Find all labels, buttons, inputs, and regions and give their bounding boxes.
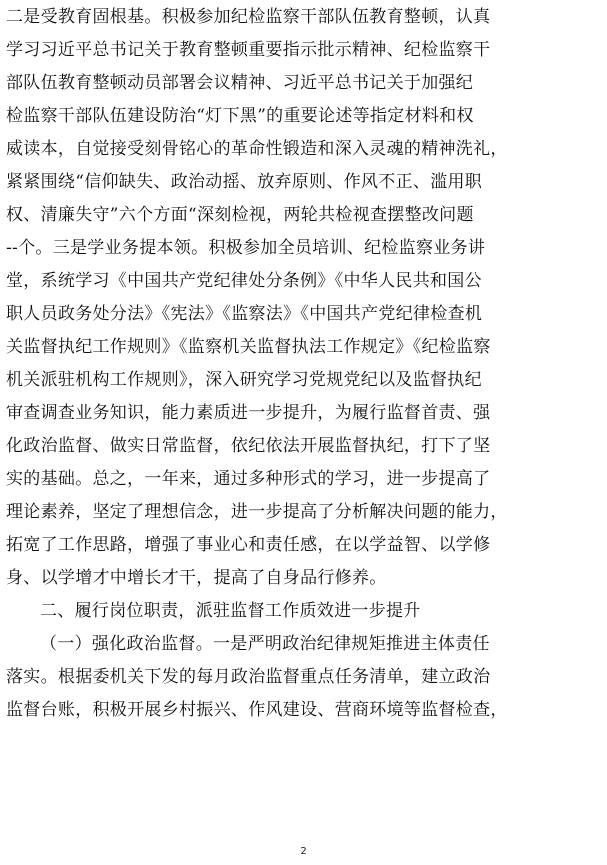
section-heading: 二、履行岗位职责，派驻监督工作质效进一步提升 — [40, 601, 421, 621]
body-text-line: 权、清廉失守”六个方面“深刻检视，两轮共检视查摆整改问题 — [6, 205, 474, 225]
subsection-heading-line: （一）强化政治监督。一是严明政治纪律规矩推进主体责任 — [40, 634, 490, 654]
body-text-line: --个。三是学业务提本领。积极参加全员培训、纪检监察业务讲 — [6, 238, 486, 258]
body-text-line: 关监督执纪工作规则》《监察机关监督执法工作规定》《纪检监察 — [6, 337, 491, 357]
body-text-line: 职人员政务处分法》《宪法》《监察法》《中国共产党纪律检查机 — [6, 304, 483, 324]
body-text-line: 审查调查业务知识，能力素质进一步提升，为履行监督首责、强 — [6, 403, 491, 423]
body-text-line: 实的基础。总之，一年来，通过多种形式的学习，进一步提高了 — [6, 469, 491, 489]
body-text-line: 拓宽了工作思路，增强了事业心和责任感，在以学益智、以学修 — [6, 535, 491, 555]
body-text-line: 机关派驻机构工作规则》，深入研究学习党规党纪以及监督执纪 — [6, 370, 482, 390]
body-text-line: 紧紧围绕“信仰缺失、政治动摇、放弃原则、作风不正、滥用职 — [6, 172, 483, 192]
body-text-line: 化政治监督、做实日常监督，依纪依法开展监督执纪，打下了坚 — [6, 436, 491, 456]
body-text-line: 二是受教育固根基。积极参加纪检监察干部队伍教育整顿，认真 — [6, 7, 491, 27]
body-text-line: 理论素养，坚定了理想信念，进一步提高了分析解决问题的能力， — [6, 502, 508, 522]
body-text-line: 身、以学增才中增长才干，提高了自身品行修养。 — [6, 568, 387, 588]
body-text-line: 学习习近平总书记关于教育整顿重要指示批示精神、纪检监察干 — [6, 40, 491, 60]
body-text-line: 监督台账，积极开展乡村振兴、作风建设、营商环境等监督检查， — [6, 700, 508, 720]
body-text-line: 落实。根据委机关下发的每月政治监督重点任务清单，建立政治 — [6, 667, 491, 687]
body-text-line: 堂，系统学习《中国共产党纪律处分条例》《中华人民共和国公 — [6, 271, 482, 291]
body-text-line: 威读本，自觉接受刻骨铭心的革命性锻造和深入灵魂的精神洗礼， — [6, 139, 508, 159]
body-text-line: 检监察干部队伍建设防治“灯下黑”的重要论述等指定材料和权 — [6, 106, 474, 126]
body-text-line: 部队伍教育整顿动员部署会议精神、习近平总书记关于加强纪 — [6, 73, 474, 93]
page-number: 2 — [300, 846, 307, 857]
